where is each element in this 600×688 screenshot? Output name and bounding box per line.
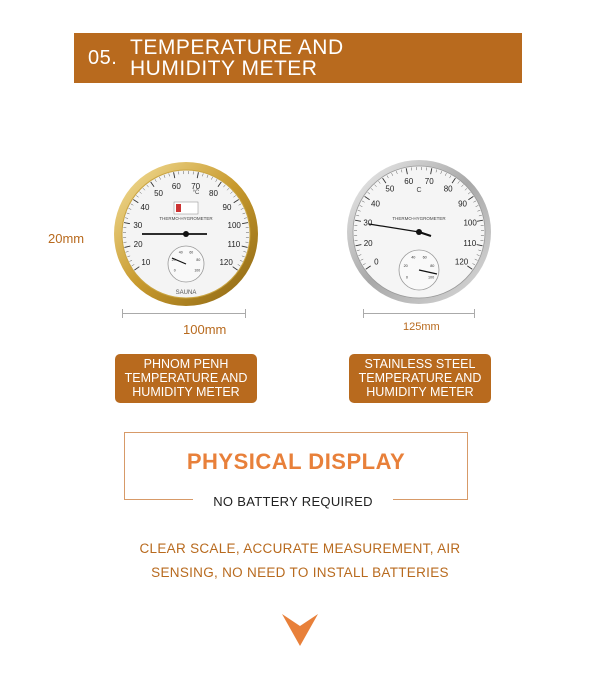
humidity-scale-number: 0 — [173, 268, 176, 273]
label-line: TEMPERATURE AND — [358, 371, 482, 385]
chevron-down-icon — [282, 612, 318, 650]
label-line: HUMIDITY METER — [132, 385, 240, 399]
humidity-scale-number: 80 — [196, 258, 201, 263]
width-measure-line-left — [122, 309, 246, 319]
humidity-scale-number: 20 — [171, 258, 176, 263]
scale-number: 80 — [209, 189, 218, 199]
physical-display-title: PHYSICAL DISPLAY — [186, 449, 406, 474]
humidity-scale-number: 40 — [178, 250, 183, 255]
scale-number: 90 — [458, 199, 467, 209]
humidity-scale-number: 80 — [430, 264, 435, 269]
scale-number: 70 — [191, 181, 201, 191]
label-line: PHNOM PENH — [143, 357, 229, 371]
scale-number: 40 — [140, 202, 150, 212]
dial-text: THERMO-HYGROMETER — [392, 216, 446, 221]
scale-number: 70 — [424, 176, 434, 186]
scale-number: 110 — [227, 240, 241, 250]
needle-hub — [416, 229, 422, 235]
height-dimension-label: 20mm — [48, 231, 85, 246]
humidity-scale-number: 100 — [194, 268, 201, 273]
label-line: TEMPERATURE AND — [124, 371, 248, 385]
needle-hub — [183, 231, 189, 237]
humidity-scale-number: 60 — [422, 255, 427, 260]
unit-label: C — [416, 187, 422, 194]
scale-number: 120 — [219, 257, 233, 267]
section-title-line2: HUMIDITY METER — [130, 57, 318, 80]
section-number: 05. — [88, 47, 118, 69]
scale-number: 100 — [463, 218, 477, 228]
humidity-scale-number: 0 — [405, 275, 408, 280]
scale-number: 100 — [227, 220, 241, 230]
stainless-steel-thermo-hygrometer-image — [345, 158, 493, 306]
scale-number: 60 — [404, 176, 414, 186]
humidity-scale-number: 20 — [403, 264, 408, 269]
unit-label: °C — [192, 190, 200, 196]
scale-number: 120 — [454, 257, 469, 267]
no-battery-subtitle: NO BATTERY REQUIRED — [213, 494, 373, 509]
width-dimension-label-right: 125mm — [403, 321, 440, 333]
section-title-line1: TEMPERATURE AND — [130, 36, 344, 59]
scale-number: 40 — [371, 199, 380, 209]
scale-number: 60 — [171, 181, 181, 191]
scale-number: 110 — [463, 238, 477, 248]
steel-gauge-svg — [345, 158, 493, 306]
scale-number: 0 — [374, 257, 379, 267]
scale-number: 20 — [133, 240, 143, 250]
scale-number: 20 — [363, 238, 373, 248]
gold-gauge-svg — [112, 160, 260, 308]
humidity-scale-number: 100 — [427, 275, 435, 280]
section-banner — [74, 33, 522, 83]
width-dimension-label-left: 100mm — [183, 322, 227, 337]
scale-number: 30 — [133, 220, 143, 230]
scale-number: 50 — [154, 189, 163, 199]
humidity-scale-number: 60 — [189, 250, 194, 255]
brand-text: SAUNA — [175, 290, 197, 296]
stainless-steel-label — [349, 354, 491, 403]
label-line: STAINLESS STEEL — [364, 357, 476, 371]
scale-number: 80 — [443, 184, 453, 194]
phnom-penh-label — [115, 354, 257, 403]
humidity-scale-number: 40 — [411, 255, 416, 260]
dial-text: THERMO-HYGROMETER — [159, 216, 213, 221]
scale-number: 30 — [363, 218, 373, 228]
description-line2: SENSING, NO NEED TO INSTALL BATTERIES — [151, 565, 449, 580]
logo-mark — [176, 204, 181, 212]
description-line1: CLEAR SCALE, ACCURATE MEASUREMENT, AIR — [139, 541, 461, 556]
width-measure-line-right — [363, 309, 475, 319]
label-line: HUMIDITY METER — [366, 385, 474, 399]
scale-number: 50 — [385, 184, 395, 194]
scale-number: 10 — [141, 257, 151, 267]
phnom-penh-thermo-hygrometer-image — [112, 160, 260, 308]
scale-number: 90 — [222, 202, 232, 212]
